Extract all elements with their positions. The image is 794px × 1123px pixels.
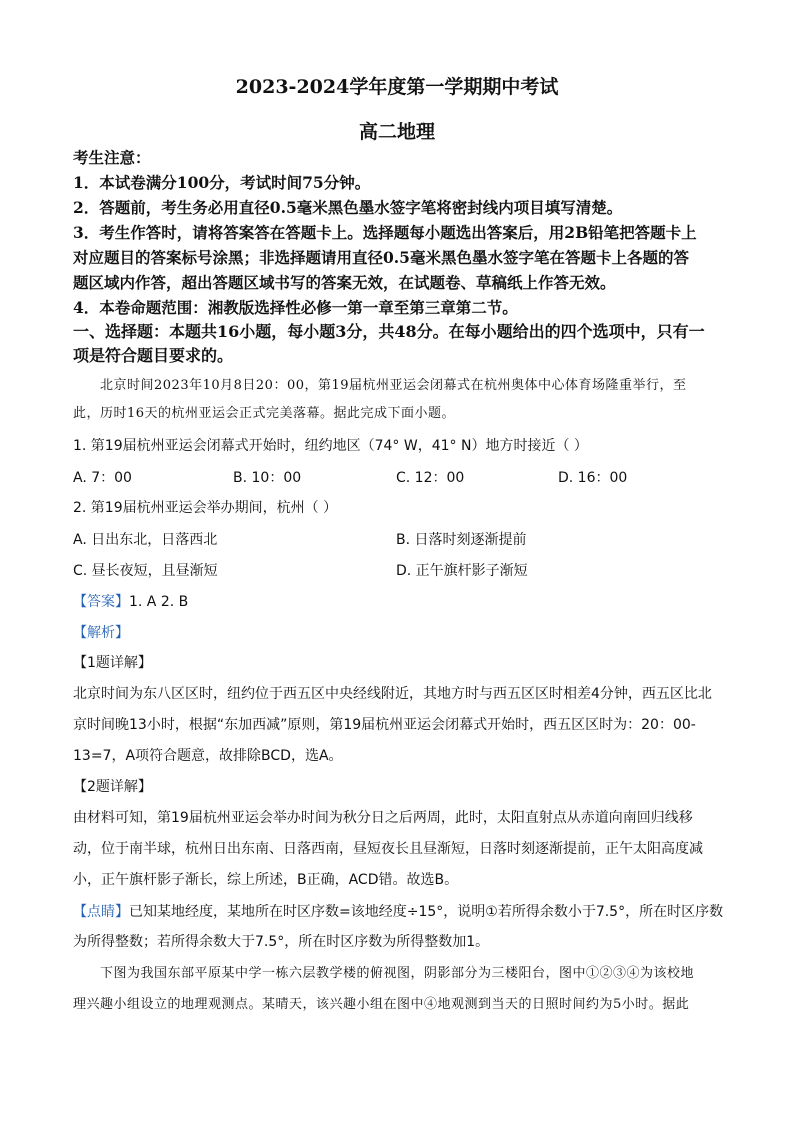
q1-option-a: A. 7：00 xyxy=(73,470,132,486)
notice-item-3-cont2: 题区域内作答，超出答题区域书写的答案无效，在试题卷、草稿纸上作答无效。 xyxy=(73,273,616,292)
material2-line2: 理兴趣小组设立的地理观测点。某晴天，该兴趣小组在图中④地观测到当天的日照时间约为5小时。据此 xyxy=(73,997,690,1012)
answer-label: 【答案】 xyxy=(73,594,129,610)
detail1-line3: 13=7，A项符合题意，故排除BCD，选A。 xyxy=(73,748,343,764)
notice-item-2: 2．答题前，考生务必用直径0.5毫米黑色墨水签字笔将密封线内项目填写清楚。 xyxy=(73,198,623,217)
tip-line1 xyxy=(73,901,723,922)
q1-option-b: B. 10：00 xyxy=(233,470,302,486)
q1-stem: 1. 第19届杭州亚运会闭幕式开始时，纽约地区（74° W，41° N）地方时接近（ ） xyxy=(73,438,588,454)
section-heading-line2: 项是符合题目要求的。 xyxy=(73,346,234,365)
q2-option-a: A. 日出东北，日落西北 xyxy=(73,532,218,548)
q1-option-c: C. 12：00 xyxy=(396,470,465,486)
exam-title: 2023-2024学年度第一学期期中考试 xyxy=(235,76,559,98)
q2-option-d: D. 正午旗杆影子渐短 xyxy=(396,563,528,579)
answer-line xyxy=(73,591,723,612)
material1-line1: 北京时间2023年10月8日20：00，第19届杭州亚运会闭幕式在杭州奥体中心体育场隆重举行，至 xyxy=(100,378,687,393)
detail2-line1: 由材料可知，第19届杭州亚运会举办时间为秋分日之后两周，此时，太阳直射点从赤道向南回归线移 xyxy=(73,810,693,826)
detail1-line1: 北京时间为东八区区时，纽约位于西五区中央经线附近，其地方时与西五区区时相差4分钟，西五区比北 xyxy=(73,686,712,702)
subject-title: 高二地理 xyxy=(358,121,435,143)
tip-text-1: 已知某地经度，某地所在时区序数=该地经度÷15°，说明①若所得余数小于7.5°，所在时区序数 xyxy=(129,904,724,920)
detail2-line2: 动，位于南半球，杭州日出东南、日落西南，昼短夜长且昼渐短，日落时刻逐渐提前，正午太阳高度减 xyxy=(73,841,703,857)
notice-item-3: 3．考生作答时，请将答案答在答题卡上。选择题每小题选出答案后，用2B铅笔把答题卡上 xyxy=(73,223,697,242)
detail2-label: 【2题详解】 xyxy=(73,779,152,795)
detail2-line3: 小，正午旗杆影子渐长，综上所述，B正确，ACD错。故选B。 xyxy=(73,872,459,888)
detail1-line2: 京时间晚13小时，根据“东加西减”原则，第19届杭州亚运会闭幕式开始时，西五区区时为：20：00- xyxy=(73,717,696,733)
material2-line1: 下图为我国东部平原某中学一栋六层教学楼的俯视图，阴影部分为三楼阳台，图中①②③④为该校地 xyxy=(100,966,695,981)
q2-option-b: B. 日落时刻逐渐提前 xyxy=(396,532,527,548)
notice-heading: 考生注意： xyxy=(73,148,151,167)
q2-stem: 2. 第19届杭州亚运会举办期间，杭州（ ） xyxy=(73,500,338,516)
q1-option-d: D. 16：00 xyxy=(558,470,628,486)
analysis-label: 【解析】 xyxy=(73,625,129,641)
material1-line2: 此，历时16天的杭州亚运会正式完美落幕。据此完成下面小题。 xyxy=(73,406,456,421)
tip-label: 【点睛】 xyxy=(73,904,129,920)
notice-item-3-cont: 对应题目的答案标号涂黑；非选择题请用直径0.5毫米黑色墨水签字笔在答题卡上各题的答 xyxy=(73,248,689,267)
detail1-label: 【1题详解】 xyxy=(73,655,152,671)
section-heading-line1: 一、选择题：本题共16小题，每小题3分，共48分。在每小题给出的四个选项中，只有一 xyxy=(73,322,705,341)
tip-line2: 为所得整数；若所得余数大于7.5°，所在时区序数为所得整数加1。 xyxy=(73,934,490,950)
notice-item-1: 1．本试卷满分100分，考试时间75分钟。 xyxy=(73,173,371,192)
analysis-line xyxy=(73,622,723,643)
q2-option-c: C. 昼长夜短，且昼渐短 xyxy=(73,563,218,579)
notice-item-4: 4．本卷命题范围：湘教版选择性必修一第一章至第三章第二节。 xyxy=(73,298,518,317)
answer-value: 1. A 2. B xyxy=(129,594,189,610)
